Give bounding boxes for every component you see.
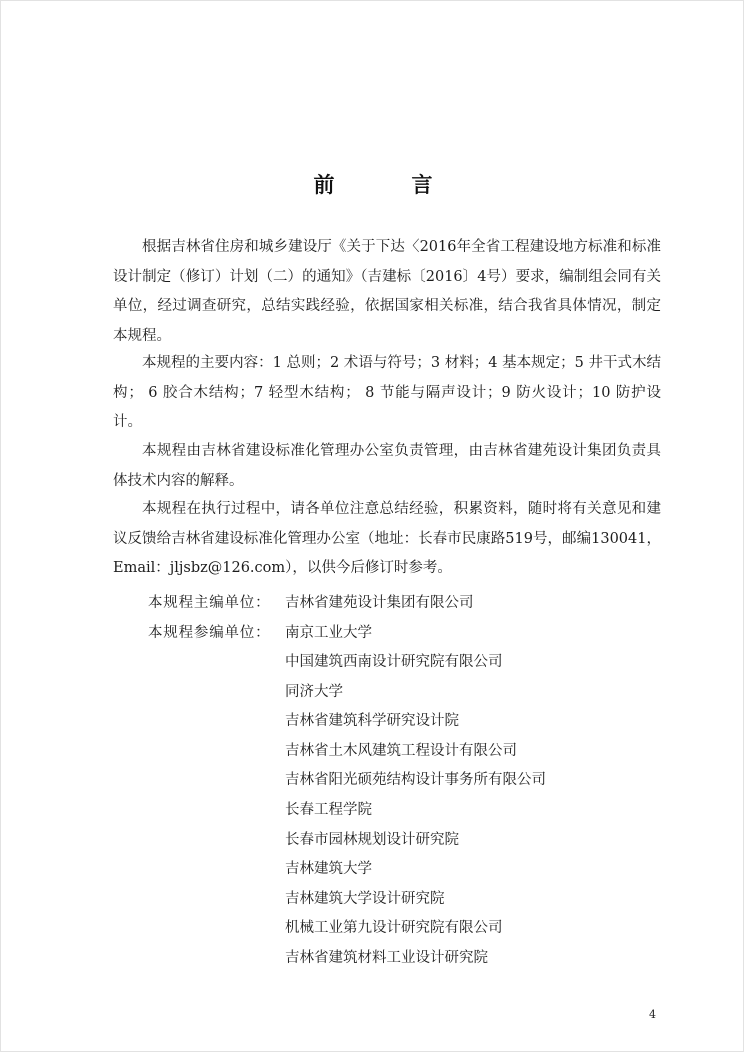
participant-item: 吉林建筑大学设计研究院 (285, 890, 445, 907)
paragraph-text: 本规程由吉林省建设标准化管理办公室负责管理，由吉林省建苑设计集团负责具体技术内容的解释。 (113, 443, 661, 489)
paragraph-basis (113, 233, 661, 351)
participant-item: 南京工业大学 (285, 624, 372, 641)
participants-label: 本规程参编单位： (148, 624, 271, 641)
participants-list (285, 648, 546, 974)
participant-item: 吉林省阳光硕苑结构设计事务所有限公司 (285, 772, 546, 789)
editor-label: 本规程主编单位： (148, 595, 271, 611)
page-title: 前 言 (313, 172, 461, 197)
participant-item: 长春工程学院 (285, 801, 372, 818)
page-number: 4 (649, 1008, 656, 1021)
paragraph-management (113, 437, 661, 496)
participant-item: 吉林省建筑科学研究设计院 (285, 713, 459, 730)
participant-item: 吉林省土木风建筑工程设计有限公司 (285, 742, 517, 759)
editor-row (148, 589, 474, 619)
paragraph-text: 本规程的主要内容：1 总则；2 术语与符号；3 材料；4 基本规定；5 井干式木结构； 6 胶合木结构；7 轻型木结构； 8 节能与隔声设计；9 防火设计；10 防护设计。 (113, 355, 661, 430)
editor-value: 吉林省建苑设计集团有限公司 (285, 595, 474, 611)
paragraph-feedback (113, 495, 661, 584)
participant-item: 同济大学 (285, 683, 343, 700)
paragraph-contents (113, 349, 661, 438)
participant-item: 吉林省建筑材料工业设计研究院 (285, 949, 488, 966)
participant-item: 机械工业第九设计研究院有限公司 (285, 920, 503, 937)
participant-item: 中国建筑西南设计研究院有限公司 (285, 654, 503, 670)
paragraph-text: 根据吉林省住房和城乡建设厅《关于下达〈2016年全省工程建设地方标准和标准设计制定（修订）计划（二）的通知》（吉建标〔2016〕4号）要求，编制组会同有关单位，经过调查研究，总结实践经验，依据国家相关标准，结合我省具体情况，制定本规程。 (113, 239, 661, 344)
units-block (148, 589, 474, 648)
participant-item: 吉林建筑大学 (285, 861, 372, 878)
paragraph-text: 本规程在执行过程中，请各单位注意总结经验，积累资料，随时将有关意见和建议反馈给吉林省建设标准化管理办公室（地址：长春市民康路519号，邮编130041，Email：jljsbz@126.com），以供今后修订时参考。 (113, 501, 661, 576)
participants-row (148, 619, 474, 649)
participant-item: 长春市园林规划设计研究院 (285, 831, 459, 848)
